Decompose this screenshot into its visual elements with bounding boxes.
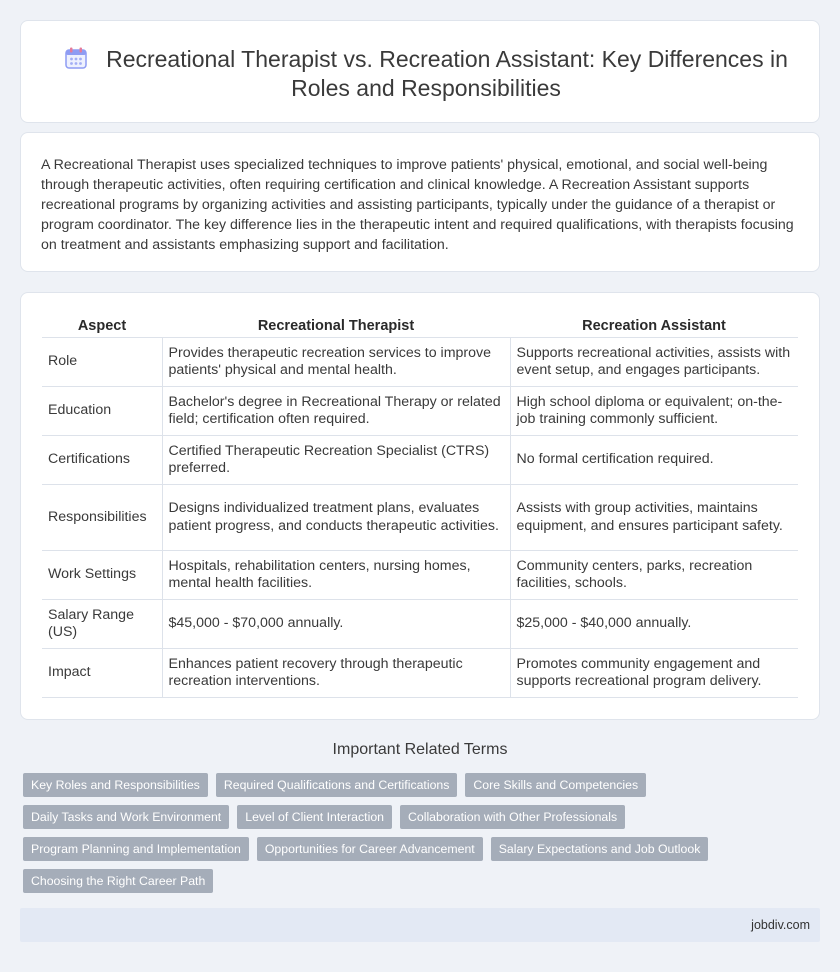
calendar-icon: [64, 46, 88, 70]
related-terms-title: Important Related Terms: [332, 741, 508, 758]
row-aspect: Role: [42, 338, 162, 387]
therapist-cell: Enhances patient recovery through therapeutic recreation interventions.: [162, 649, 510, 698]
table-row: [42, 485, 798, 551]
assistant-cell: High school diploma or equivalent; on-the-job training commonly sufficient.: [510, 387, 798, 436]
therapist-cell: $45,000 - $70,000 annually.: [162, 600, 510, 649]
table-row: [42, 338, 798, 387]
row-aspect: Salary Range (US): [42, 600, 162, 649]
table-row: [42, 387, 798, 436]
assistant-cell: Promotes community engagement and supports recreational program delivery.: [510, 649, 798, 698]
row-aspect: Impact: [42, 649, 162, 698]
row-aspect: Responsibilities: [42, 485, 162, 551]
therapist-cell: Provides therapeutic recreation services to improve patients' physical and mental health.: [162, 338, 510, 387]
table-row: [42, 649, 798, 698]
therapist-cell: Hospitals, rehabilitation centers, nursing homes, mental health facilities.: [162, 551, 510, 600]
title-wrap: [51, 45, 801, 103]
therapist-cell: Bachelor's degree in Recreational Therapy or related field; certification often required.: [162, 387, 510, 436]
assistant-cell: Assists with group activities, maintains equipment, and ensures participant safety.: [510, 485, 798, 551]
related-term-tag[interactable]: Opportunities for Career Advancement: [257, 837, 483, 861]
intro-paragraph: A Recreational Therapist uses specialized techniques to improve patients' physical, emotional, and social well-being through therapeutic activities, often requiring certification and clinical knowledge. A Recreation Assistant supports recreational programs by organizing activities and assisting participants, typically under the guidance of a therapist or program coordinator. The key difference lies in the therapeutic intent and required qualifications, with therapists focusing on treatment and assistants emphasizing support and facilitation.: [41, 157, 794, 253]
related-term-tag[interactable]: Daily Tasks and Work Environment: [23, 805, 229, 829]
related-term-tag[interactable]: Key Roles and Responsibilities: [23, 773, 208, 797]
therapist-cell: Designs individualized treatment plans, evaluates patient progress, and conducts therapeutic activities.: [162, 485, 510, 551]
row-aspect: Certifications: [42, 436, 162, 485]
row-aspect: Work Settings: [42, 551, 162, 600]
table-row: [42, 551, 798, 600]
therapist-cell: Certified Therapeutic Recreation Specialist (CTRS) preferred.: [162, 436, 510, 485]
table-row: [42, 436, 798, 485]
assistant-cell: No formal certification required.: [510, 436, 798, 485]
related-term-tag[interactable]: Choosing the Right Career Path: [23, 869, 213, 893]
header-recreational-therapist: Recreational Therapist: [162, 316, 510, 338]
header-aspect: Aspect: [42, 316, 162, 338]
related-term-tag[interactable]: Salary Expectations and Job Outlook: [491, 837, 709, 861]
related-term-tag[interactable]: Level of Client Interaction: [237, 805, 392, 829]
footer-site-link[interactable]: jobdiv.com: [751, 918, 810, 932]
table-row: [42, 600, 798, 649]
related-term-tag[interactable]: Core Skills and Competencies: [465, 773, 646, 797]
footer: [20, 908, 820, 942]
assistant-cell: $25,000 - $40,000 annually.: [510, 600, 798, 649]
row-aspect: Education: [42, 387, 162, 436]
page-title: Recreational Therapist vs. Recreation Assistant: Key Differences in Roles and Responsibilities: [106, 46, 788, 101]
related-terms-list: [23, 773, 803, 893]
comparison-card: [20, 292, 820, 720]
related-term-tag[interactable]: Program Planning and Implementation: [23, 837, 249, 861]
table-header-row: [42, 316, 798, 338]
related-term-tag[interactable]: Collaboration with Other Professionals: [400, 805, 625, 829]
assistant-cell: Community centers, parks, recreation facilities, schools.: [510, 551, 798, 600]
related-term-tag[interactable]: Required Qualifications and Certifications: [216, 773, 458, 797]
intro-card: [20, 132, 820, 272]
header-recreation-assistant: Recreation Assistant: [510, 316, 798, 338]
comparison-table: [42, 316, 798, 698]
assistant-cell: Supports recreational activities, assists with event setup, and engages participants.: [510, 338, 798, 387]
title-card: [20, 20, 820, 123]
